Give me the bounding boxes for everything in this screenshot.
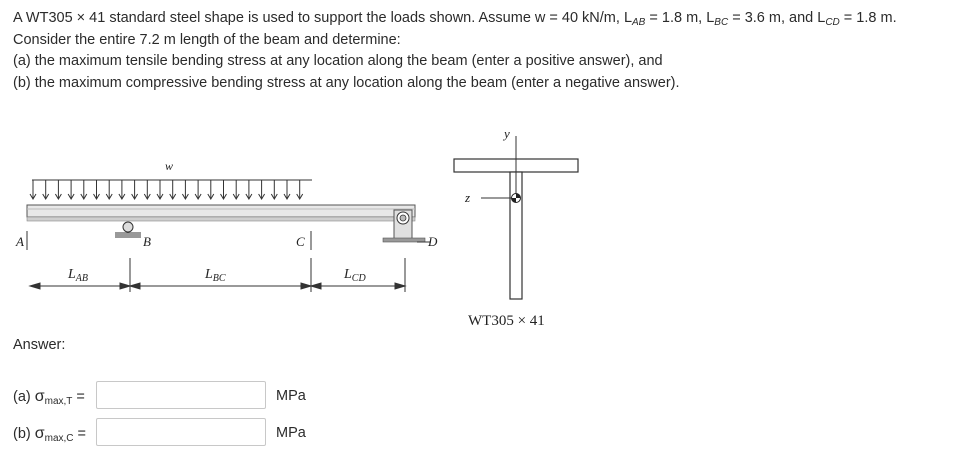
point-d-label: D	[428, 234, 438, 249]
beam	[27, 205, 415, 221]
problem-line-4: (b) the maximum compressive bending stress at any location along the beam (enter a negative answer).	[13, 74, 680, 91]
problem-line-1: A WT305 × 41 standard steel shape is used to support the loads shown. Assume w = 40 kN/m, $L_{AB} = 1.8$ m, $L_{BC} = 3.6$ m, and $L_{CD} = 1.8$ m.	[13, 10, 897, 28]
problem-line-3: (a) the maximum tensile bending stress at any location along the beam (enter a positive answer), and	[13, 53, 663, 69]
unit-b: MPa	[276, 425, 306, 441]
axis-y-label: y	[504, 126, 510, 141]
dim-cd-label: $L_{CD}$	[344, 267, 366, 284]
dim-bc-label: $L_{BC}$	[205, 267, 226, 284]
answer-a-label: (a) $\sigma_{max,T}$ =	[13, 388, 85, 407]
distributed-load	[30, 180, 312, 199]
point-c-label: C	[296, 234, 305, 249]
beam-figure	[0, 118, 964, 333]
point-a-label: A	[16, 234, 24, 249]
wt-cross-section	[454, 136, 578, 299]
load-label: w	[165, 159, 174, 173]
max-compressive-stress-input[interactable]	[96, 418, 266, 446]
unit-a: MPa	[276, 388, 306, 404]
max-tensile-stress-input[interactable]	[96, 381, 266, 409]
axis-z-label: z	[465, 190, 471, 205]
problem-statement	[13, 8, 958, 94]
answer-label: Answer:	[13, 337, 66, 353]
section-label: WT305 × 41	[468, 313, 545, 329]
answer-b-label: (b) $\sigma_{max,C}$ =	[13, 425, 87, 444]
problem-line-2: Consider the entire 7.2 m length of the beam and determine:	[13, 31, 401, 48]
dim-ab-label: $L_{AB}$	[68, 267, 89, 284]
point-b-label: B	[143, 234, 151, 249]
support-b	[115, 222, 141, 238]
